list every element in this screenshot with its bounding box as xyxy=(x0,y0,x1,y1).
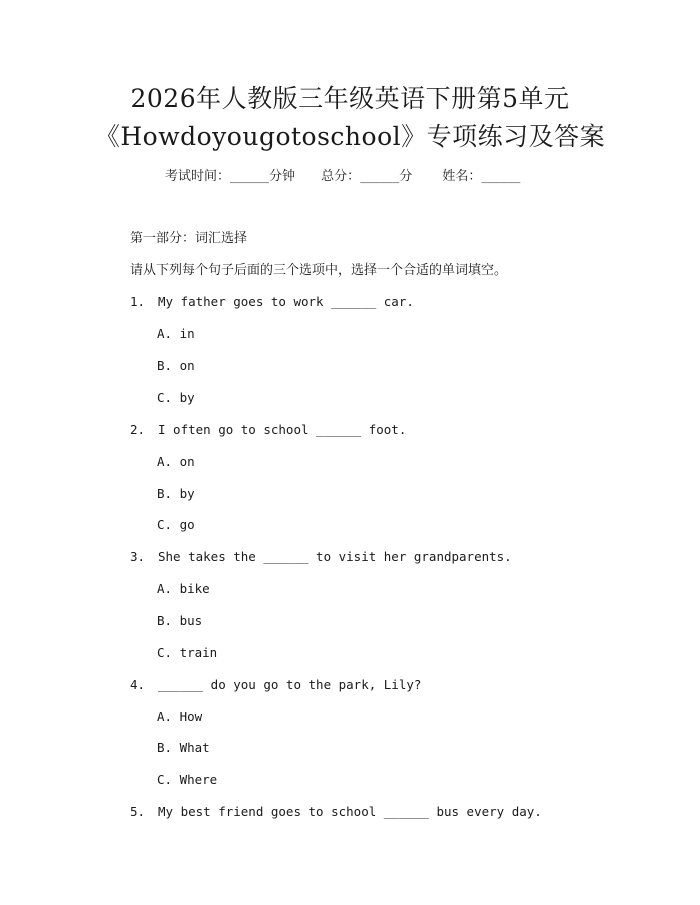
total-score-unit: 分 xyxy=(399,169,413,184)
exam-time-field xyxy=(165,168,295,186)
question-number: 4. xyxy=(130,677,146,692)
question-text: I often go to school ______ foot. xyxy=(158,422,407,437)
document-title-line-2: 《Howdoyougotoschool》专项练习及答案 xyxy=(94,122,606,151)
question-1 xyxy=(130,293,414,311)
question-3-option-a: A. bike xyxy=(157,581,210,596)
section-instruction: 请从下列每个句子后面的三个选项中，选择一个合适的单词填空。 xyxy=(130,263,508,278)
exam-time-label: 考试时间： xyxy=(165,169,231,184)
student-name-label: 姓名： xyxy=(442,169,482,184)
question-4 xyxy=(130,676,421,694)
total-score-label: 总分： xyxy=(321,169,361,184)
total-score-blank: ______ xyxy=(360,169,400,184)
question-number: 3. xyxy=(130,549,146,564)
question-4-option-c: C. Where xyxy=(157,772,218,787)
question-4-option-b: B. What xyxy=(157,740,210,755)
question-4-option-a: A. How xyxy=(157,709,203,724)
document-title-line-1: 2026年人教版三年级英语下册第5单元 xyxy=(130,84,570,113)
question-1-option-a: A. in xyxy=(157,326,195,341)
exam-time-unit: 分钟 xyxy=(269,169,296,184)
student-name-blank: ______ xyxy=(481,169,521,184)
question-3-option-c: C. train xyxy=(157,645,218,660)
total-score-field xyxy=(321,168,412,186)
question-text: ______ do you go to the park, Lily? xyxy=(158,677,422,692)
question-2 xyxy=(130,421,406,439)
question-3-option-b: B. bus xyxy=(157,613,203,628)
exam-time-blank: ______ xyxy=(230,169,270,184)
question-3 xyxy=(130,548,512,566)
question-2-option-c: C. go xyxy=(157,517,195,532)
question-text: My father goes to work ______ car. xyxy=(158,294,414,309)
question-1-option-b: B. on xyxy=(157,358,195,373)
question-text: My best friend goes to school ______ bus every day. xyxy=(158,804,542,819)
question-number: 5. xyxy=(130,804,146,819)
question-number: 1. xyxy=(130,294,146,309)
exam-info-row xyxy=(165,168,520,186)
student-name-field xyxy=(442,168,520,186)
question-number: 2. xyxy=(130,422,146,437)
question-5 xyxy=(130,803,542,821)
question-1-option-c: C. by xyxy=(157,390,195,405)
question-2-option-b: B. by xyxy=(157,486,195,501)
section-heading: 第一部分：词汇选择 xyxy=(130,231,248,246)
question-2-option-a: A. on xyxy=(157,454,195,469)
question-text: She takes the ______ to visit her grandparents. xyxy=(158,549,512,564)
